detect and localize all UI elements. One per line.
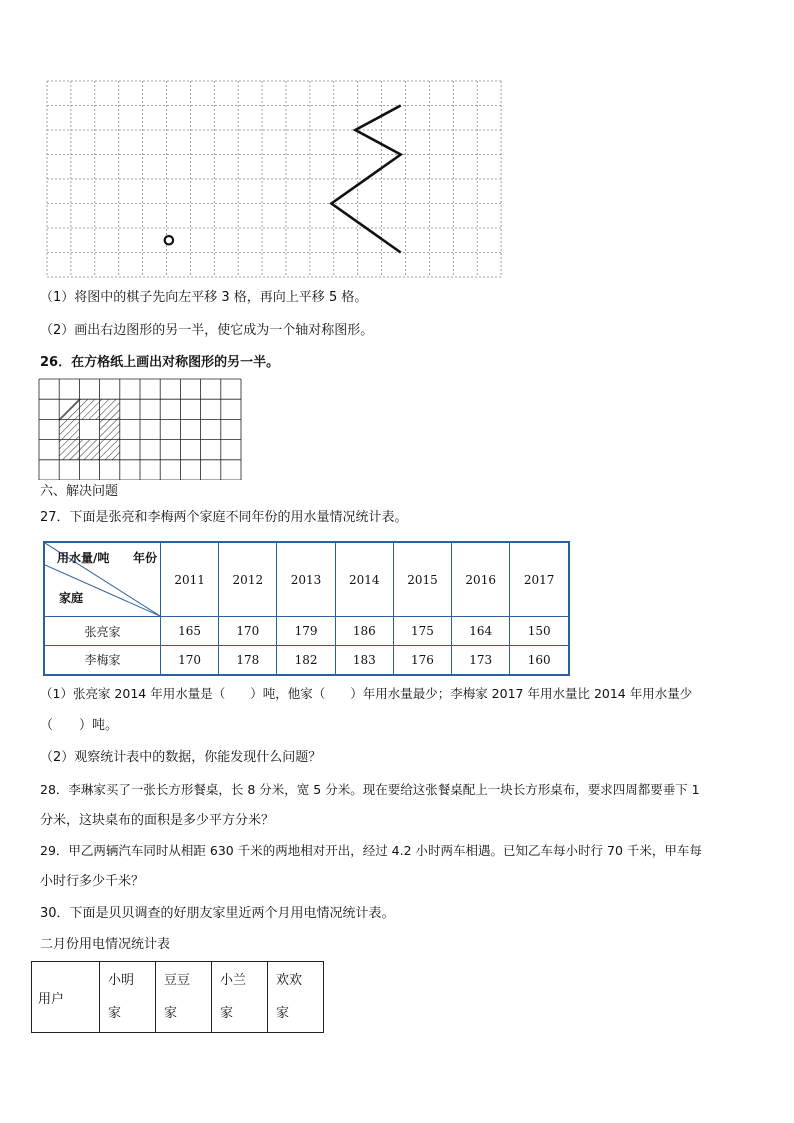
hatched-figure [59,399,120,460]
q28-line2: 分米，这块桌布的面积是多少平方分米？ [40,813,275,828]
year-cell: 2015 [393,542,451,617]
chess-piece-icon [165,236,173,244]
value-cell: 173 [452,646,510,675]
user-cell [212,962,268,1033]
q29-line1: 29．甲乙两辆汽车同时从相距 630 千米的两地相对开出，经过 4.2 小时两车相遇。已知乙车每小时行 70 千米，甲车每 [40,843,702,858]
row-label: 用户 [32,962,100,1033]
q30-table-title: 二月份用电情况统计表 [40,937,171,952]
year-cell: 2017 [510,542,569,617]
user-name-l1: 豆豆 [164,973,191,988]
q27-sub1-line2: （ ）吨。 [40,718,119,733]
value-cell: 183 [335,646,393,675]
q26-text: 26．在方格纸上画出对称图形的另一半。 [40,355,280,370]
header-bottom: 家庭 [59,591,84,605]
user-name-l1: 小明 [108,973,135,988]
q30-text: 30．下面是贝贝调查的好朋友家里近两个月用电情况统计表。 [40,906,395,921]
user-name-l2: 家 [276,1006,290,1021]
value-cell: 175 [393,617,451,646]
value-cell: 178 [219,646,277,675]
q28-line1: 28．李琳家买了一张长方形餐桌，长 8 分米，宽 5 分米。现在要给这张餐桌配上一块长方形桌布，要求四周都要垂下 1 [40,782,700,797]
user-name-l1: 小兰 [220,973,247,988]
value-cell: 170 [219,617,277,646]
value-cell: 182 [277,646,335,675]
year-cell: 2016 [452,542,510,617]
value-cell: 179 [277,617,335,646]
header-top: 用水量/吨 [57,551,110,565]
family-name: 张亮家 [44,617,161,646]
q27-sub2: （2）观察统计表中的数据，你能发现什么问题？ [40,750,322,765]
user-cell [100,962,156,1033]
water-usage-table [43,541,570,676]
q25-sub2: （2）画出右边图形的另一半，使它成为一个轴对称图形。 [40,323,374,338]
q27-text: 27．下面是张亮和李梅两个家庭不同年份的用水量情况统计表。 [40,510,408,525]
value-cell: 150 [510,617,569,646]
q25-sub1: （1）将图中的棋子先向左平移 3 格，再向上平移 5 格。 [40,290,368,305]
year-cell: 2014 [335,542,393,617]
value-cell: 176 [393,646,451,675]
table-corner-header [44,542,161,617]
value-cell: 170 [161,646,219,675]
q27-sub1-line1: （1）张亮家 2014 年用水量是（ ）吨，他家（ ）年用水量最少；李梅家 2017 年用水量比 2014 年用水量少 [40,686,693,701]
user-name-l2: 家 [108,1006,122,1021]
table-row [44,617,569,646]
zigzag-figure [331,106,400,253]
value-cell: 164 [452,617,510,646]
value-cell: 160 [510,646,569,675]
section6-title: 六、解决问题 [40,484,119,499]
value-cell: 165 [161,617,219,646]
family-name: 李梅家 [44,646,161,675]
symmetry-grid [38,378,244,480]
q29-line2: 小时行多少千米？ [40,874,145,889]
user-name-l2: 家 [164,1006,178,1021]
user-cell [268,962,324,1033]
table-row [44,646,569,675]
user-name-l2: 家 [220,1006,234,1021]
electricity-table [31,961,324,1033]
header-right: 年份 [133,551,158,565]
user-cell [156,962,212,1033]
translation-grid [46,80,502,278]
year-cell: 2011 [161,542,219,617]
year-cell: 2013 [277,542,335,617]
year-cell: 2012 [219,542,277,617]
value-cell: 186 [335,617,393,646]
user-name-l1: 欢欢 [276,973,303,988]
